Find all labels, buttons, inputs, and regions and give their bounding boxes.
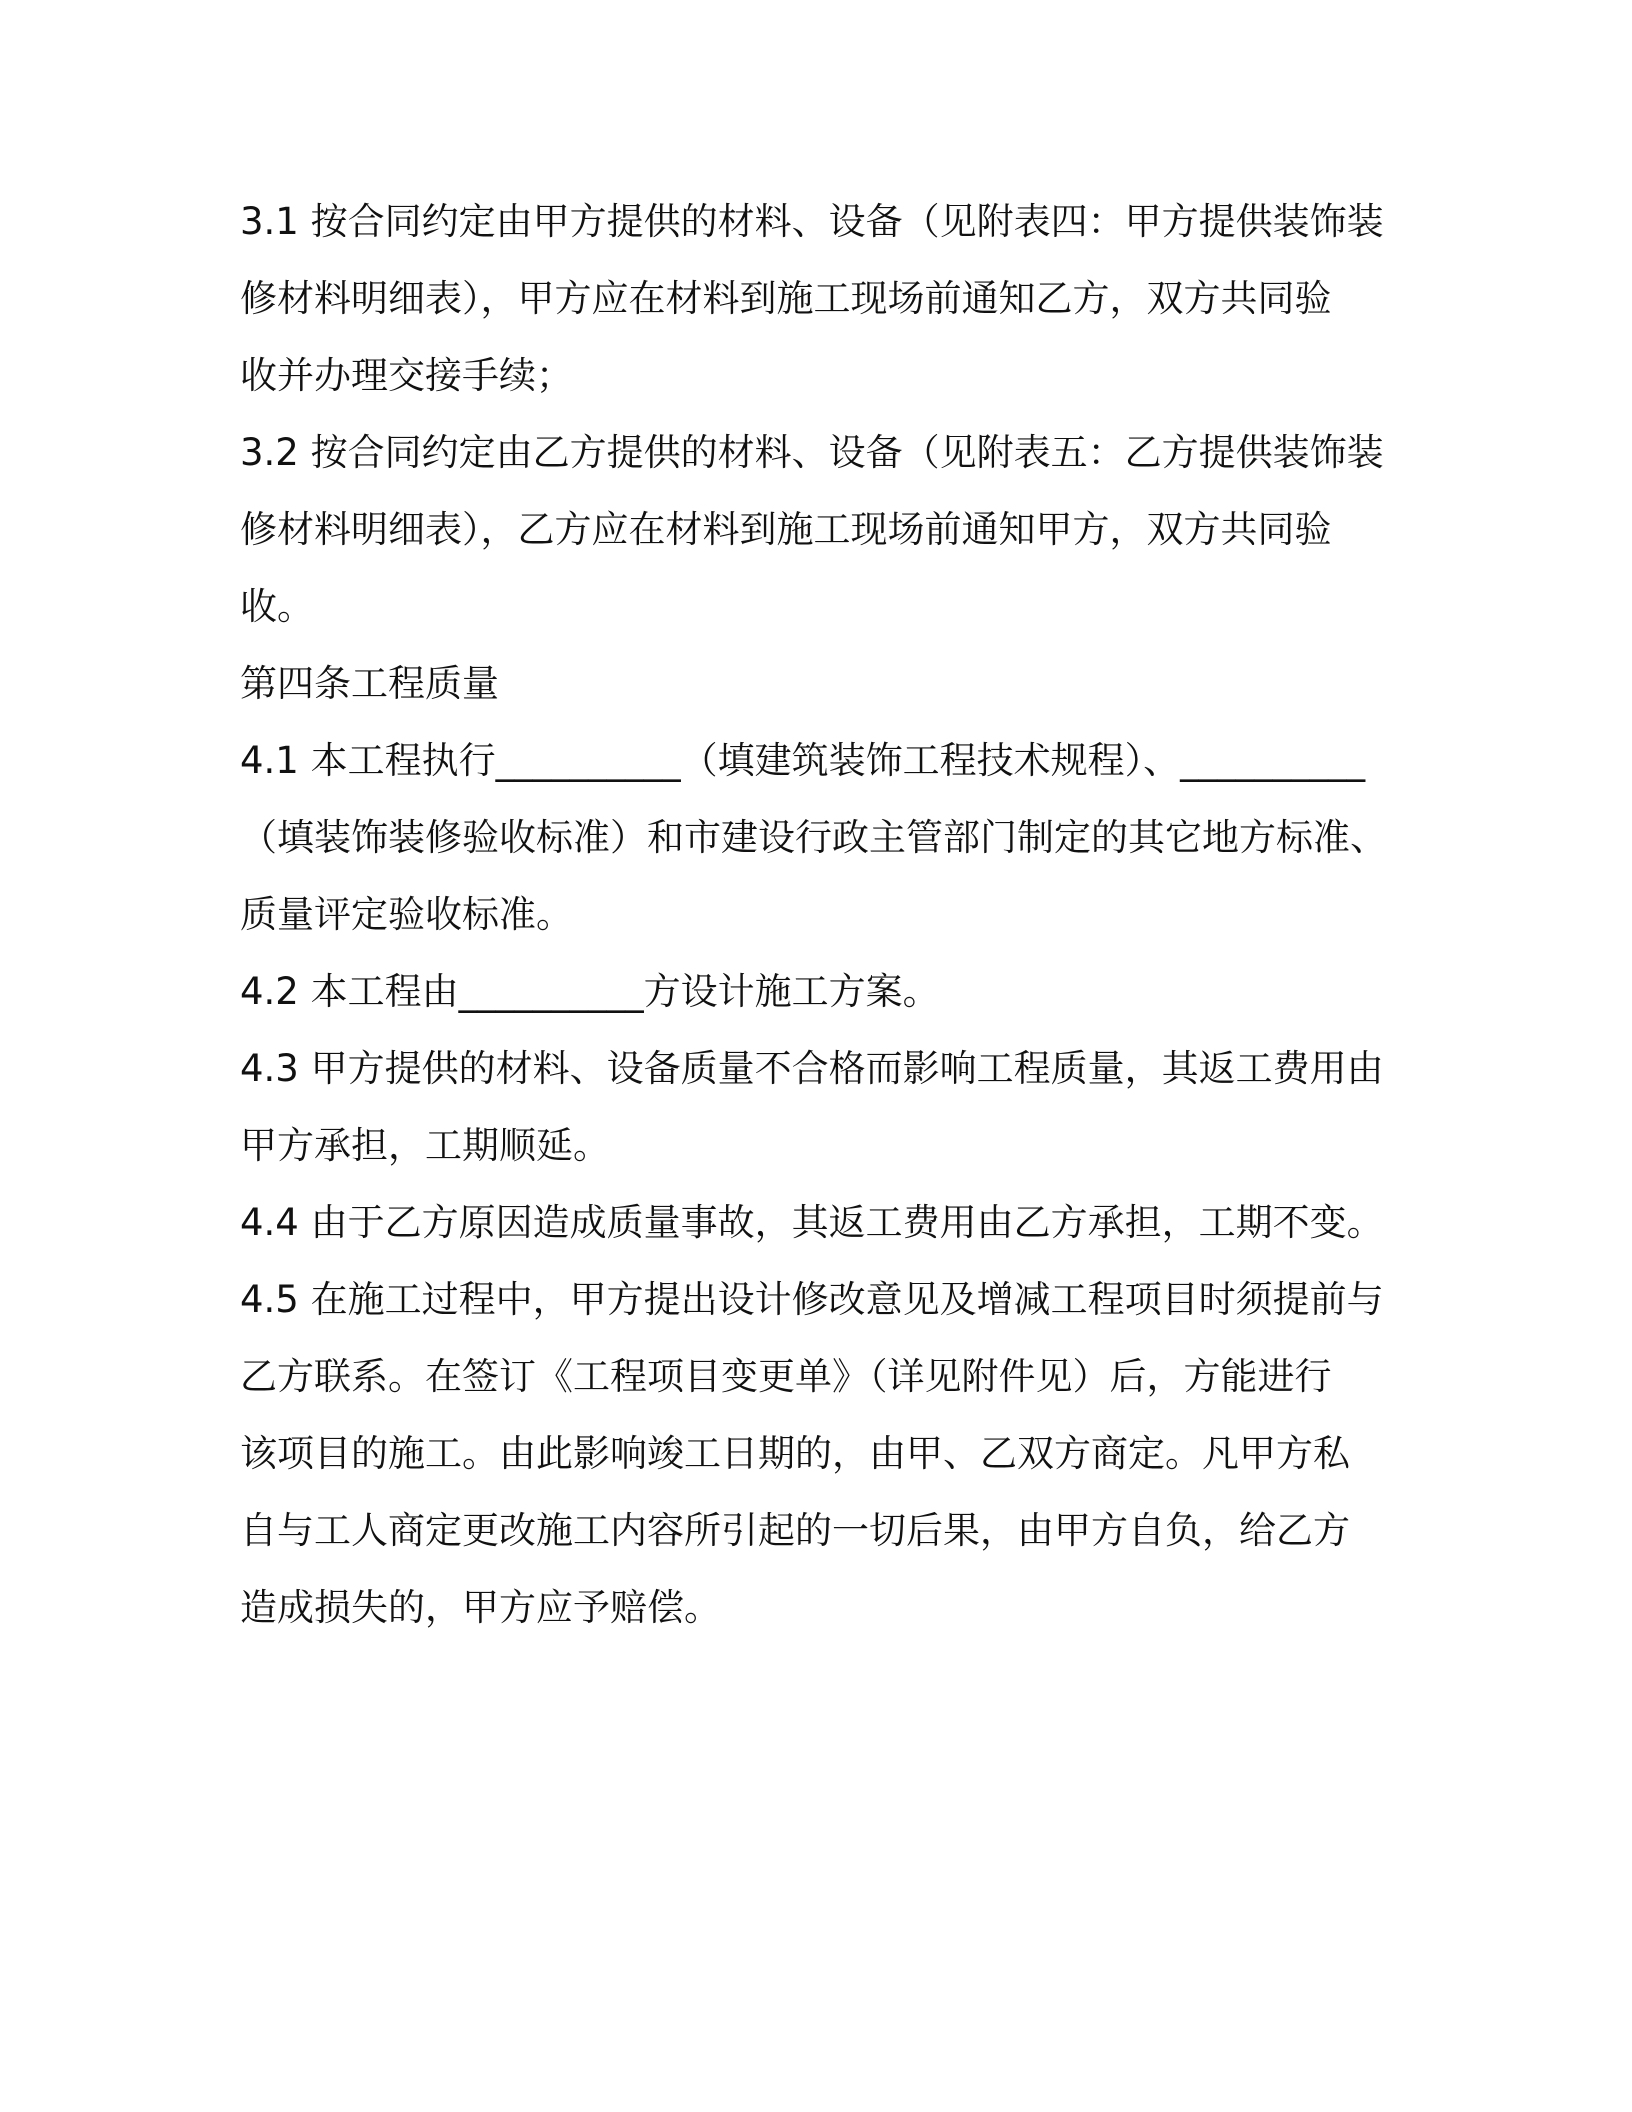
section-heading: 第四条工程质量 xyxy=(240,662,499,705)
text-line: 4.5 在施工过程中，甲方提出设计修改意见及增减工程项目时须提前与 xyxy=(240,1278,1384,1321)
text-line: 3.1 按合同约定由甲方提供的材料、设备（见附表四：甲方提供装饰装 xyxy=(240,200,1384,243)
text-line: 4.4 由于乙方原因造成质量事故，其返工费用由乙方承担，工期不变。 xyxy=(240,1201,1384,1244)
text-line: 乙方联系。在签订《工程项目变更单》（详见附件见）后，方能进行 xyxy=(240,1355,1332,1398)
text-line: 收并办理交接手续； xyxy=(240,354,573,397)
clause-4-5 xyxy=(240,1261,1420,1646)
clause-3-1 xyxy=(240,183,1420,414)
text-line: 修材料明细表），甲方应在材料到施工现场前通知乙方，双方共同验 xyxy=(240,277,1332,320)
text-line: （填装饰装修验收标准）和市建设行政主管部门制定的其它地方标准、 xyxy=(240,816,1387,859)
clause-3-2 xyxy=(240,414,1420,645)
text-line: 质量评定验收标准。 xyxy=(240,893,573,936)
text-line: 3.2 按合同约定由乙方提供的材料、设备（见附表五：乙方提供装饰装 xyxy=(240,431,1384,474)
text-line: 4.2 本工程由__________方设计施工方案。 xyxy=(240,970,940,1013)
article-4-heading xyxy=(240,645,1420,722)
clause-4-3 xyxy=(240,1030,1420,1184)
text-line: 甲方承担，工期顺延。 xyxy=(240,1124,610,1167)
text-line: 收。 xyxy=(240,585,314,628)
text-line: 自与工人商定更改施工内容所引起的一切后果，由甲方自负，给乙方 xyxy=(240,1509,1350,1552)
text-line: 4.3 甲方提供的材料、设备质量不合格而影响工程质量，其返工费用由 xyxy=(240,1047,1384,1090)
clause-4-4 xyxy=(240,1184,1420,1261)
text-line: 造成损失的，甲方应予赔偿。 xyxy=(240,1586,721,1629)
text-line: 该项目的施工。由此影响竣工日期的，由甲、乙双方商定。凡甲方私 xyxy=(240,1432,1350,1475)
clause-4-2 xyxy=(240,953,1420,1030)
clause-4-1 xyxy=(240,722,1420,953)
text-line: 4.1 本工程执行__________（填建筑装饰工程技术规程）、__________ xyxy=(240,739,1366,782)
document-body xyxy=(240,183,1420,1646)
text-line: 修材料明细表），乙方应在材料到施工现场前通知甲方，双方共同验 xyxy=(240,508,1332,551)
